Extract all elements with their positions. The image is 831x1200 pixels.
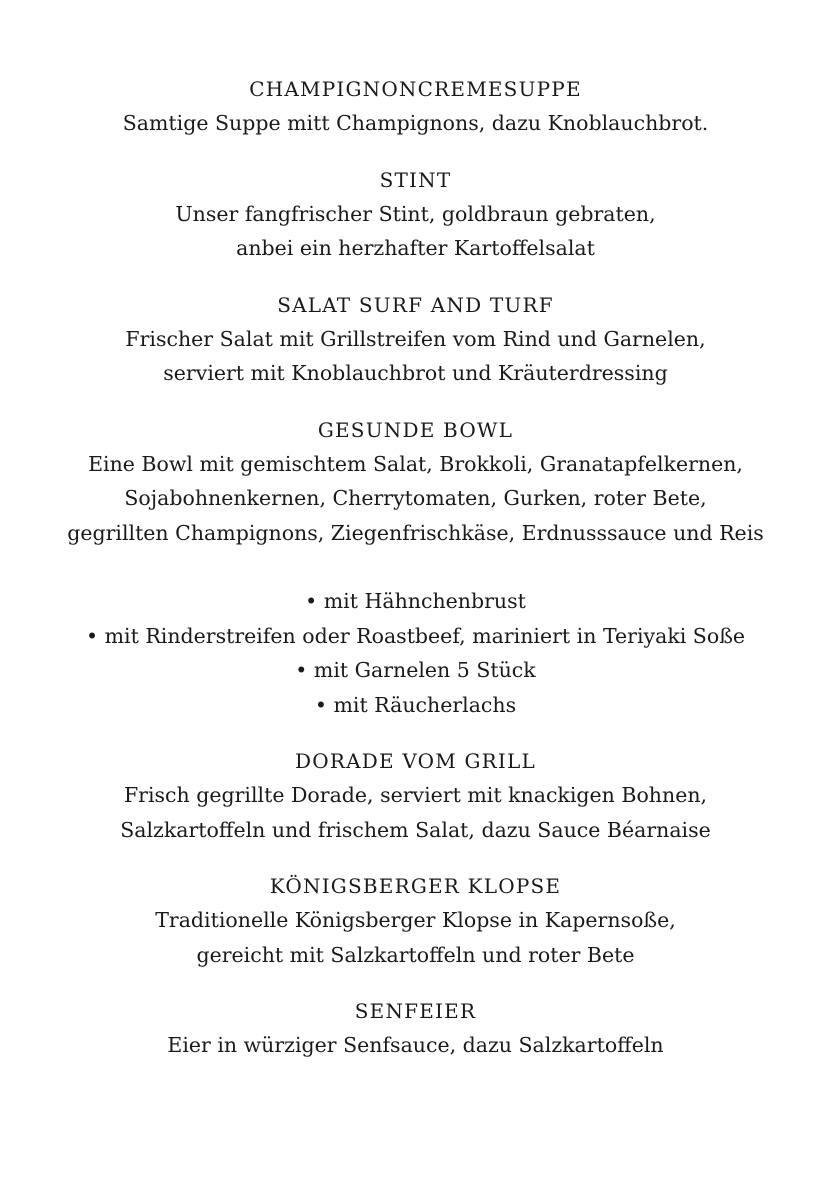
menu-item-description [0, 1028, 831, 1063]
description-line: Unser fangfrischer Stint, goldbraun gebraten, [175, 201, 656, 226]
description-line: Eine Bowl mit gemischtem Salat, Brokkoli, Granatapfelkernen, [88, 451, 743, 476]
description-line: Traditionelle Königsberger Klopse in Kapernsoße, [155, 908, 676, 932]
menu-item-champignoncremesuppe [0, 72, 831, 141]
description-line: Sojabohnenkernen, Cherrytomaten, Gurken, roter Bete, [124, 486, 707, 510]
menu-item-description [0, 903, 831, 972]
menu-item-dorade-vom-grill [0, 744, 831, 847]
menu-item-description [0, 197, 831, 266]
bowl-option: • mit Hähnchenbrust [305, 589, 526, 613]
menu-item-title: CHAMPIGNONCREMESUPPE [249, 77, 582, 101]
bowl-option: • mit Garnelen 5 Stück [295, 658, 536, 682]
menu-item-title: SALAT SURF AND TURF [277, 292, 554, 317]
menu-item-koenigsberger-klopse [0, 869, 831, 972]
menu-item-stint [0, 163, 831, 266]
description-line: Samtige Suppe mitt Champignons, dazu Knoblauchbrot. [122, 111, 709, 135]
menu-item-title: KÖNIGSBERGER KLOPSE [269, 874, 562, 898]
description-line: Frischer Salat mit Grillstreifen vom Rind und Garnelen, [125, 326, 706, 351]
description-line: gegrillten Champignons, Ziegenfrischkäse, Erdnusssauce und Reis [67, 520, 764, 545]
menu-item-salat-surf-and-turf [0, 288, 831, 391]
menu-item-gesunde-bowl [0, 413, 831, 723]
description-line: gereicht mit Salzkartoffeln und roter Bete [196, 942, 635, 967]
bowl-option: • mit Rinderstreifen oder Roastbeef, mariniert in Teriyaki Soße [85, 623, 746, 648]
description-line: anbei ein herzhafter Kartoffelsalat [236, 236, 595, 260]
menu-item-title: SENFEIER [354, 999, 477, 1023]
menu-item-title: GESUNDE BOWL [317, 417, 514, 442]
menu-item-description [0, 778, 831, 847]
description-line: Eier in würziger Senfsauce, dazu Salzkartoffeln [167, 1033, 664, 1057]
bowl-options-list [0, 584, 831, 722]
description-line: Salzkartoffeln und frischem Salat, dazu Sauce Béarnaise [120, 817, 711, 842]
menu-item-title: DORADE VOM GRILL [295, 749, 536, 773]
description-line: serviert mit Knoblauchbrot und Kräuterdressing [163, 361, 668, 385]
menu-item-description [0, 447, 831, 551]
menu-item-senfeier [0, 994, 831, 1063]
menu-item-description [0, 322, 831, 391]
bowl-option: • mit Räucherlachs [314, 692, 517, 717]
menu-item-title: STINT [379, 167, 452, 192]
description-line: Frisch gegrillte Dorade, serviert mit knackigen Bohnen, [123, 783, 708, 807]
menu-item-description [0, 106, 831, 141]
